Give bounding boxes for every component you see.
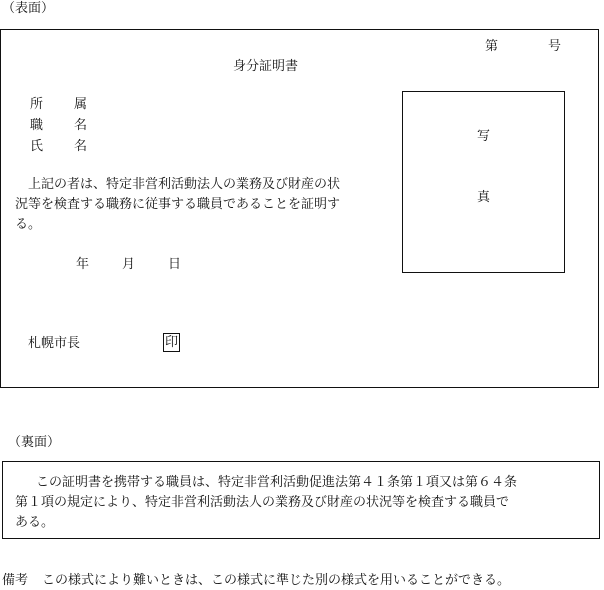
number-label-go: 号 <box>548 39 562 54</box>
remarks <box>2 572 510 590</box>
statement-line-1: 上記の者は、特定非営利活動法人の業務及び財産の状 <box>28 177 341 192</box>
photo-label-top: 写 <box>477 129 491 144</box>
date-day: 日 <box>168 257 182 272</box>
field-affiliation-char2: 属 <box>74 97 88 112</box>
issuer-name: 札幌市長 <box>28 336 81 351</box>
front-section-label: （表面） <box>2 1 55 16</box>
remarks-text: この様式により難いときは、この様式に準じた別の様式を用いることができる。 <box>42 573 511 588</box>
seal-mark: 印 <box>164 335 178 350</box>
field-name-char1: 氏 <box>30 139 44 154</box>
field-affiliation-char1: 所 <box>30 97 44 112</box>
back-section-label: （裏面） <box>8 435 61 450</box>
date-year: 年 <box>76 257 90 272</box>
back-text-line-3: ある。 <box>15 515 55 530</box>
date-month: 月 <box>122 257 136 272</box>
statement-line-3: る。 <box>15 217 42 232</box>
back-text-line-2: 第１項の規定により、特定非営利活動法人の業務及び財産の状況等を検査する職員で <box>15 495 510 510</box>
card-title: 身分証明書 <box>233 59 299 74</box>
field-position-char2: 名 <box>74 118 88 133</box>
photo-label-bottom: 真 <box>477 190 491 205</box>
remarks-label: 備考 <box>2 573 29 588</box>
number-label-dai: 第 <box>485 39 499 54</box>
field-name-char2: 名 <box>74 139 88 154</box>
back-text-line-1: この証明書を携帯する職員は、特定非営利活動促進法第４１条第１項又は第６４条 <box>36 475 518 490</box>
statement-line-2: 況等を検査する職務に従事する職員であることを証明す <box>15 197 341 212</box>
field-position-char1: 職 <box>30 118 44 133</box>
photo-area <box>402 91 565 273</box>
